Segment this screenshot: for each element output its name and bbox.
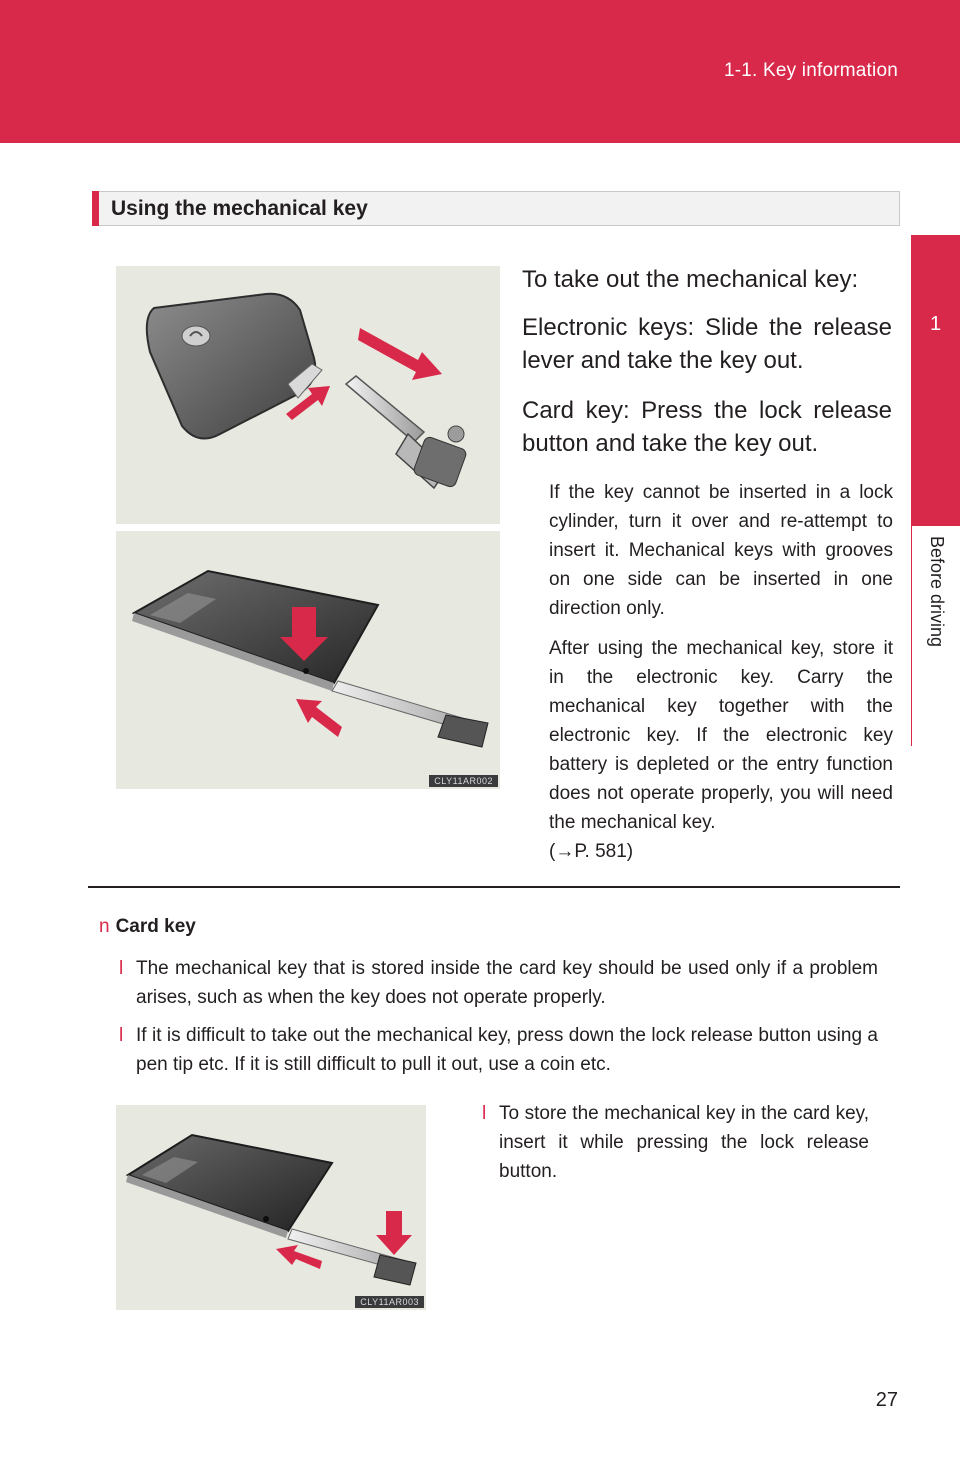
bullet-text: To store the mechanical key in the card key, insert it while pressing the lock release button. bbox=[499, 1103, 869, 1182]
note-storage: After using the mechanical key, store it in the electronic key. Carry the mechanical key together with the electronic key. If the electronic key battery is depleted or the entry function does not operate properly, you will need the mechanical key. bbox=[549, 638, 893, 833]
electronic-key-illustration bbox=[116, 266, 500, 524]
section-title: Using the mechanical key bbox=[111, 197, 368, 220]
chapter-side-tab bbox=[911, 143, 960, 1380]
figure-code: CLY11AR002 bbox=[429, 775, 498, 787]
instruction-card-key: Card key: Press the lock release button and take the key out. bbox=[522, 397, 892, 457]
bullet-marker: l bbox=[119, 958, 124, 979]
card-key-title: Card key bbox=[115, 916, 196, 937]
note-insertion: If the key cannot be inserted in a lock cylinder, turn it over and re-attempt to insert it. Mechanical keys with grooves on one side can be inserted in one direction only. bbox=[549, 482, 893, 619]
figure-code: CLY11AR003 bbox=[355, 1296, 424, 1308]
bullet-text: The mechanical key that is stored inside the card key should be used only if a problem arises, such as when the key does not operate properly. bbox=[136, 958, 878, 1008]
instruction-intro: To take out the mechanical key: bbox=[522, 266, 859, 293]
bullet-text: If it is difficult to take out the mechanical key, press down the lock release button using a pen tip etc. If it is still difficult to pull it out, use a coin etc. bbox=[136, 1025, 878, 1075]
chapter-label: Before driving bbox=[927, 536, 947, 648]
section-heading bbox=[92, 191, 900, 226]
instruction-electronic-key: Electronic keys: Slide the release lever and take the key out. bbox=[522, 314, 892, 374]
section-divider bbox=[88, 886, 900, 888]
card-key-store-illustration bbox=[116, 1105, 426, 1310]
section-breadcrumb: 1-1. Key information bbox=[723, 60, 898, 81]
page-number: 27 bbox=[875, 1389, 898, 1411]
chapter-tab-block bbox=[911, 235, 960, 526]
page-reference: (→P. 581) bbox=[549, 841, 634, 862]
card-key-bullet bbox=[119, 1021, 878, 1079]
heading-marker: n bbox=[99, 916, 110, 937]
header-band bbox=[0, 0, 960, 143]
bullet-marker: l bbox=[119, 1025, 124, 1046]
chapter-tab-rule bbox=[911, 526, 912, 746]
bullet-marker: l bbox=[482, 1103, 487, 1124]
card-key-bullet bbox=[482, 1099, 869, 1186]
card-key-heading bbox=[99, 916, 196, 938]
card-key-bullet bbox=[119, 954, 878, 1012]
heading-accent-bar bbox=[92, 191, 99, 226]
card-key-illustration bbox=[116, 531, 500, 789]
chapter-number: 1 bbox=[929, 313, 942, 335]
